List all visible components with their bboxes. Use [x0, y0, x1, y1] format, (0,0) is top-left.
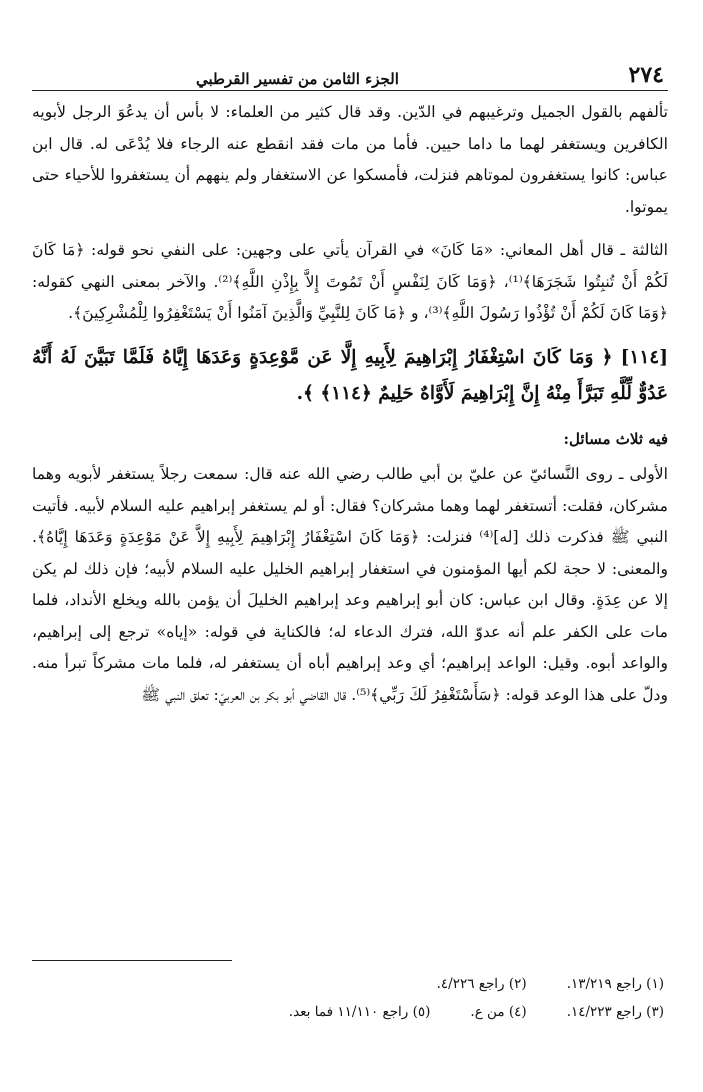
footnotes: [289, 970, 664, 1026]
footnote-divider: [32, 960, 232, 961]
book-page: [32, 52, 668, 1052]
quran-verse-114: [١١٤] ﴿ وَمَا كَانَ اسْتِغْفَارُ إِبْرَاهِيمَ لِأَبِيهِ إِلَّا عَن مَّوْعِدَةٍ وَعَدَهَا إِيَّاهُ فَلَمَّا تَبَيَّنَ لَهُ أَنَّهُ عَدُوٌّ لِّلَّهِ تَبَرَّأَ مِنْهُ إِنَّ إِبْرَاهِيمَ لَأَوَّاهٌ حَلِيمٌ ﴿١١٤﴾ ﴾.: [32, 346, 668, 404]
paragraph-first-issue: الأولى ـ روى النَّسائيّ عن عليّ بن أبي طالب رضي الله عنه قال: سمعت رجلاً يستغفر لأبويه وهما مشركان، فقلت: أتستغفر لهما وهما مشركان؟ فقال: أو لم يستغفر إبراهيم عليه السلام لأبيه. فأتيت النبي ﷺ فذكرت ذلك [له]⁽⁴⁾ فنزلت: ﴿وَمَا كَانَ اسْتِغْفَارُ إِبْرَاهِيمَ لِأَبِيهِ إِلاَّ عَنْ مَوْعِدَةٍ وَعَدَهَا إِيَّاهُ﴾. والمعنى: لا حجة لكم أيها المؤمنون في استغفار إبراهيم الخليل عليه السلام لأبيه؛ فإن ذلك لم يكن إلا عن عِدَةٍ. وقال ابن عباس: كان أبو إبراهيم وعد إبراهيم الخليلَ أن يؤمن بالله ويخلع الأنداد، فلما مات على الكفر علم أنه عدوّ الله، فترك الدعاء له؛ فالكناية في قوله: «إياه» ترجع إلى إبراهيم، والواعد أبوه. وقيل: الواعد إبراهيم؛ أي وعد إبراهيم أباه أن يستغفر له، فلما مات مشركاً تبرأ منه. ودلّ على هذا الوعد قوله: ﴿سَأَسْتَغْفِرُ لَكَ رَبِّي﴾⁽⁵⁾. قال القاضي أبو بكر بن العربيّ: تعلق النبي ﷺ: [32, 465, 668, 704]
footnote-3: (٣) راجع ١٤/٢٢٣.: [566, 1004, 664, 1020]
paragraph-intro: تألفهم بالقول الجميل وترغيبهم في الدّين. وقد قال كثير من العلماء: لا بأس أن يدعُوَ الرجل لأبويه الكافرين ويستغفر لهما ما داما حيين. فأما من مات فقد انقطع عنه الرجاء فلا يُدْعَى له. قال ابن عباس: كانوا يستغفرون لموتاهم فنزلت، فأمسكوا عن الاستغفار ولم ينههم أن يستغفروا للأحياء حتى يموتوا.: [32, 103, 668, 216]
footnote-row: [289, 970, 664, 998]
footnote-2: (٢) راجع ٤/٢٢٦.: [436, 976, 527, 992]
paragraph-third-issue: الثالثة ـ قال أهل المعاني: «مَا كَانَ» في القرآن يأتي على وجهين: على النفي نحو قوله: ﴿مَا كَانَ لَكُمْ أَنْ تُنبِتُوا شَجَرَهَا﴾⁽¹⁾، ﴿وَمَا كَانَ لِنَفْسٍ أَنْ تَمُوتَ إِلاَّ بِإِذْنِ اللَّهِ﴾⁽²⁾. والآخر بمعنى النهي كقوله: ﴿وَمَا كَانَ لَكُمْ أَنْ تُؤْذُوا رَسُولَ اللَّهِ﴾⁽³⁾، و ﴿مَا كَانَ لِلنَّبِيِّ وَالَّذِينَ آمَنُوا أَنْ يَسْتَغْفِرُوا لِلْمُشْرِكِينَ﴾.: [32, 241, 668, 322]
issues-heading: فيه ثلاث مسائل:: [563, 429, 668, 448]
main-text: [32, 91, 668, 711]
running-title: الجزء الثامن من تفسير القرطبي: [196, 70, 399, 88]
page-number: ٢٧٤: [628, 62, 664, 88]
page-header: [32, 52, 668, 91]
footnote-row: [289, 998, 664, 1026]
footnote-1: (١) راجع ١٣/٢١٩.: [566, 976, 664, 992]
footnote-5: (٥) راجع ١١/١١٠ فما بعد.: [288, 1004, 431, 1020]
footnote-4: (٤) من ع.: [470, 1004, 527, 1020]
